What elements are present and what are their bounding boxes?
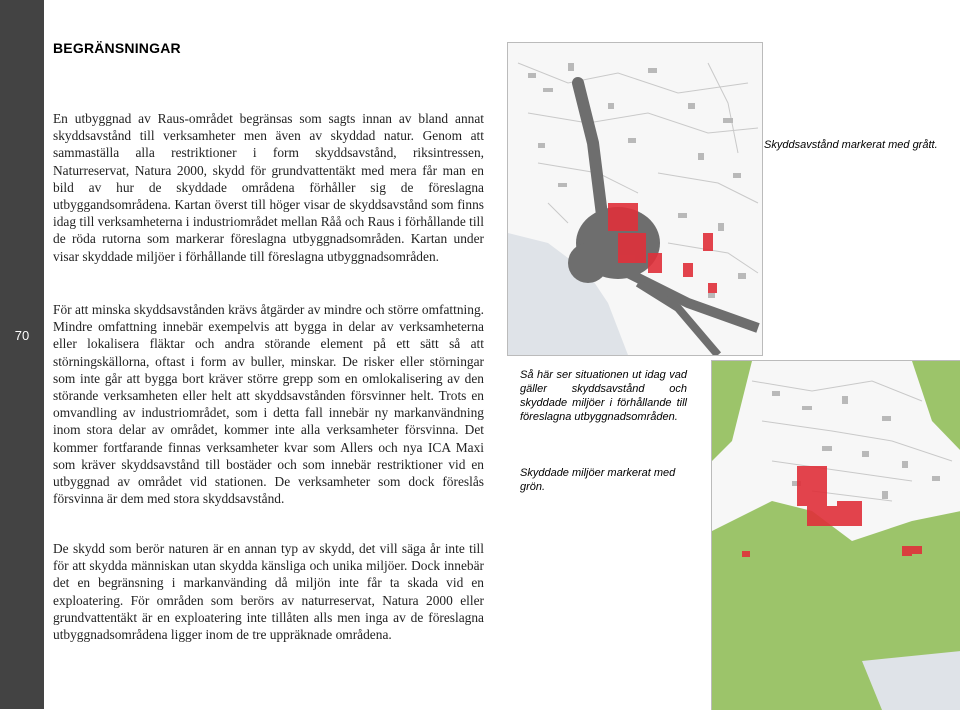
map1-caption: Skyddsavstånd markerat med grått. (764, 139, 938, 151)
map2-caption: Skyddade miljöer markerat med grön. (520, 467, 676, 493)
page-number: 70 (14, 328, 30, 343)
protection-distance-map (507, 42, 763, 356)
page-sidebar (0, 0, 44, 709)
paragraph-nature: De skydd som berör naturen är en annan typ av skydd, det vill säga år inte till för att skydda människan utan skydda känsliga och unika miljöer. Dock innebär det en begränsning i markanvänding då miljön inte får ta skada vid en exploatering. För områden som berörs av naturreservat, Natura 2000 eller grundvattentäkt är en exploatering inte tillåten alls men inga av de föreslagna utbyggnadsområdena ligger inom de tre uppräknade områdena. (53, 541, 484, 643)
paragraph-intro: En utbyggnad av Raus-området begränsas som sagts innan av bland annat skyddsavstånd till verksamheter men även av skyddad natur. Genom att sammaställa alla restriktioner i form skyddsavstånd, riksintressen, Naturreservat, Natura 2000, skydd för grundvattentäkt med mera får man en bild av hur de skyddade områdena förhåller sig de föreslagna utbyggandsområdena. Kartan överst till höger visar de skyddsavstånd som finns idag till verksamheterna i industriområdet mellan Råå och Raus i förhållande till de röda rutorna som markerar föreslagna utbyggnadsområden. Kartan under visar skyddade miljöer i förhållande till föreslagna utbyggnadsområden. (53, 111, 484, 264)
paragraph-measures: För att minska skyddsavstånden krävs åtgärder av mindre och större omfattning. Mindre omfattning innebär exempelvis att bygga in delar av verksamheterna eller lokalisera fläktar och andra störande element på ett sätt så att störningskällorna, oftast i form av buller, minskar. De risker eller störningar som inte går att bygga bort kräver större grepp som en omlokalisering av den störande verksamheten eller helt att skyddsavstånden försvinner helt. Trots en omvandling av industriområdet, som i detta fall innebär ny markanvändning inom stora delar av området, kommer inte alla verksamheter försvinna. Det kommer fortfarande finnas verksamheter kvar som Allers och nya ICA Maxi som kräver skyddsavstånd till bostäder och som innebär restriktioner vid en utbyggnad av området vid stationen. De verksamheter som dock föreslås försvinna är dem med stora skyddsavstånd. (53, 302, 484, 507)
protected-environment-map (711, 360, 960, 710)
section-heading: BEGRÄNSNINGAR (53, 40, 181, 56)
map2-intro-caption: Så här ser situationen ut idag vad gäller skyddsavstånd och skyddade miljöer i förhållande till föreslagna utbyggnadsområden. (520, 369, 687, 423)
